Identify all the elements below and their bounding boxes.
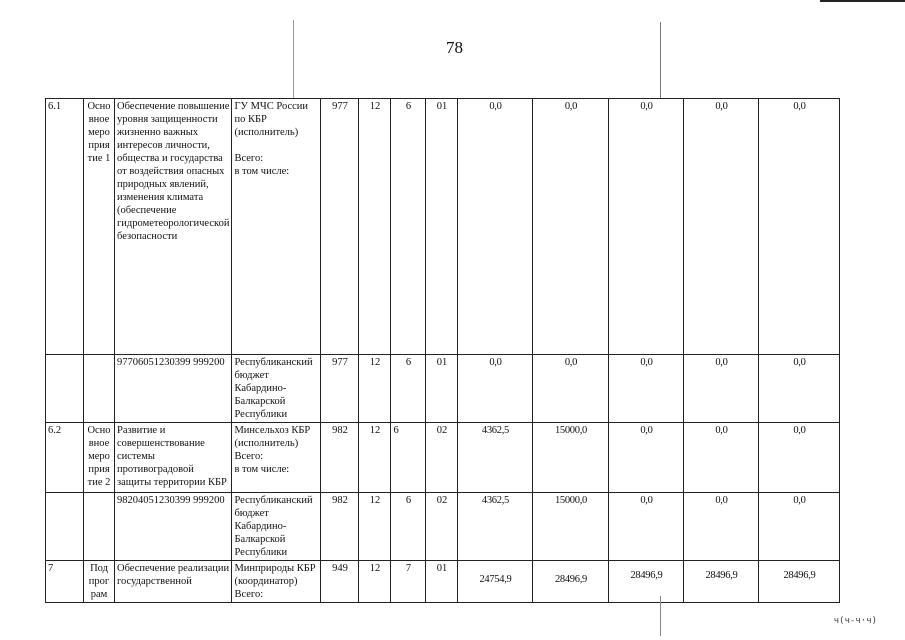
kbk-code: 98204051230399 999200	[115, 493, 232, 561]
row-number	[46, 493, 84, 561]
row-number: 6.2	[46, 423, 84, 493]
grbs-code: 977	[321, 99, 359, 355]
scan-line	[660, 596, 661, 636]
rz-code: 12	[359, 99, 391, 355]
row-number	[46, 355, 84, 423]
value-cell: 28496,9	[533, 561, 609, 603]
value-cell: 0,0	[609, 355, 684, 423]
value-cell: 0,0	[759, 99, 840, 355]
value-cell: 4362,5	[458, 493, 533, 561]
executor-total-label: Всего:	[234, 451, 264, 462]
table-row	[46, 561, 840, 603]
value-cell: 0,0	[609, 493, 684, 561]
pr-code: 6	[391, 99, 426, 355]
scan-line	[293, 20, 294, 98]
value-cell: 15000,0	[533, 493, 609, 561]
row-type: Под прог рам	[84, 561, 115, 603]
rz-code: 12	[359, 355, 391, 423]
row-name: Обеспечение повышение уровня защищенности жизненно важных интересов личности, общества и государства от воздействия опасных природных явлений, изменения климата (обеспечение гидрометеорологической безопасности	[115, 99, 232, 355]
row-type: Осно вное меро прия тие 2	[84, 423, 115, 493]
value-cell: 0,0	[759, 493, 840, 561]
value-cell: 0,0	[684, 99, 759, 355]
row-type: Осно вное меро прия тие 1	[84, 99, 115, 355]
scan-line	[660, 22, 661, 98]
scan-edge	[820, 0, 905, 2]
grbs-code: 982	[321, 493, 359, 561]
value-cell: 0,0	[759, 423, 840, 493]
grbs-code: 982	[321, 423, 359, 493]
value-cell: 0,0	[609, 423, 684, 493]
csr-code: 02	[426, 423, 458, 493]
row-number: 6.1	[46, 99, 84, 355]
value-cell: 24754,9	[458, 561, 533, 603]
executor-total-label: Всего:	[234, 589, 264, 600]
table-row	[46, 355, 840, 423]
executor-including-label: в том числе:	[234, 166, 290, 177]
csr-code: 01	[426, 561, 458, 603]
row-executor	[232, 99, 321, 355]
row-name: Развитие и совершенствование системы противоградовой защиты территории КБР	[115, 423, 232, 493]
pr-code: 6	[391, 493, 426, 561]
executor-name: Минсельхоз КБР (исполнитель)	[234, 425, 311, 449]
csr-code: 02	[426, 493, 458, 561]
row-executor	[232, 423, 321, 493]
value-cell: 4362,5	[458, 423, 533, 493]
executor-name: Минприроды КБР (координатор)	[234, 563, 316, 587]
csr-code: 01	[426, 355, 458, 423]
value-cell: 0,0	[458, 99, 533, 355]
row-type	[84, 493, 115, 561]
value-cell: 0,0	[609, 99, 684, 355]
row-name: Обеспечение реализации государственной	[115, 561, 232, 603]
row-type	[84, 355, 115, 423]
pr-code: 7	[391, 561, 426, 603]
grbs-code: 977	[321, 355, 359, 423]
row-number: 7	[46, 561, 84, 603]
page-number: 78	[446, 38, 463, 57]
value-cell: 0,0	[684, 423, 759, 493]
value-cell: 0,0	[533, 355, 609, 423]
table-row	[46, 493, 840, 561]
budget-table	[45, 98, 840, 603]
value-cell: 28496,9	[759, 561, 840, 603]
executor-including-label: в том числе:	[234, 464, 290, 475]
budget-source: Республиканский бюджет Кабардино-Балкарской Республики	[232, 355, 321, 423]
rz-code: 12	[359, 423, 391, 493]
value-cell: 28496,9	[684, 561, 759, 603]
value-cell: 0,0	[684, 355, 759, 423]
executor-total-label: Всего:	[234, 153, 264, 164]
executor-name: ГУ МЧС России по КБР (исполнитель)	[234, 101, 309, 138]
table-row	[46, 423, 840, 493]
kbk-code: 97706051230399 999200	[115, 355, 232, 423]
budget-source: Республиканский бюджет Кабардино-Балкарской Республики	[232, 493, 321, 561]
table-row	[46, 99, 840, 355]
grbs-code: 949	[321, 561, 359, 603]
pr-code: 6	[391, 423, 426, 493]
value-cell: 0,0	[759, 355, 840, 423]
value-cell: 28496,9	[609, 561, 684, 603]
rz-code: 12	[359, 561, 391, 603]
pr-code: 6	[391, 355, 426, 423]
margin-note: ч(ч-ч·ч)	[833, 616, 877, 626]
value-cell: 0,0	[684, 493, 759, 561]
csr-code: 01	[426, 99, 458, 355]
value-cell: 15000,0	[533, 423, 609, 493]
value-cell: 0,0	[533, 99, 609, 355]
value-cell: 0,0	[458, 355, 533, 423]
rz-code: 12	[359, 493, 391, 561]
row-executor	[232, 561, 321, 603]
